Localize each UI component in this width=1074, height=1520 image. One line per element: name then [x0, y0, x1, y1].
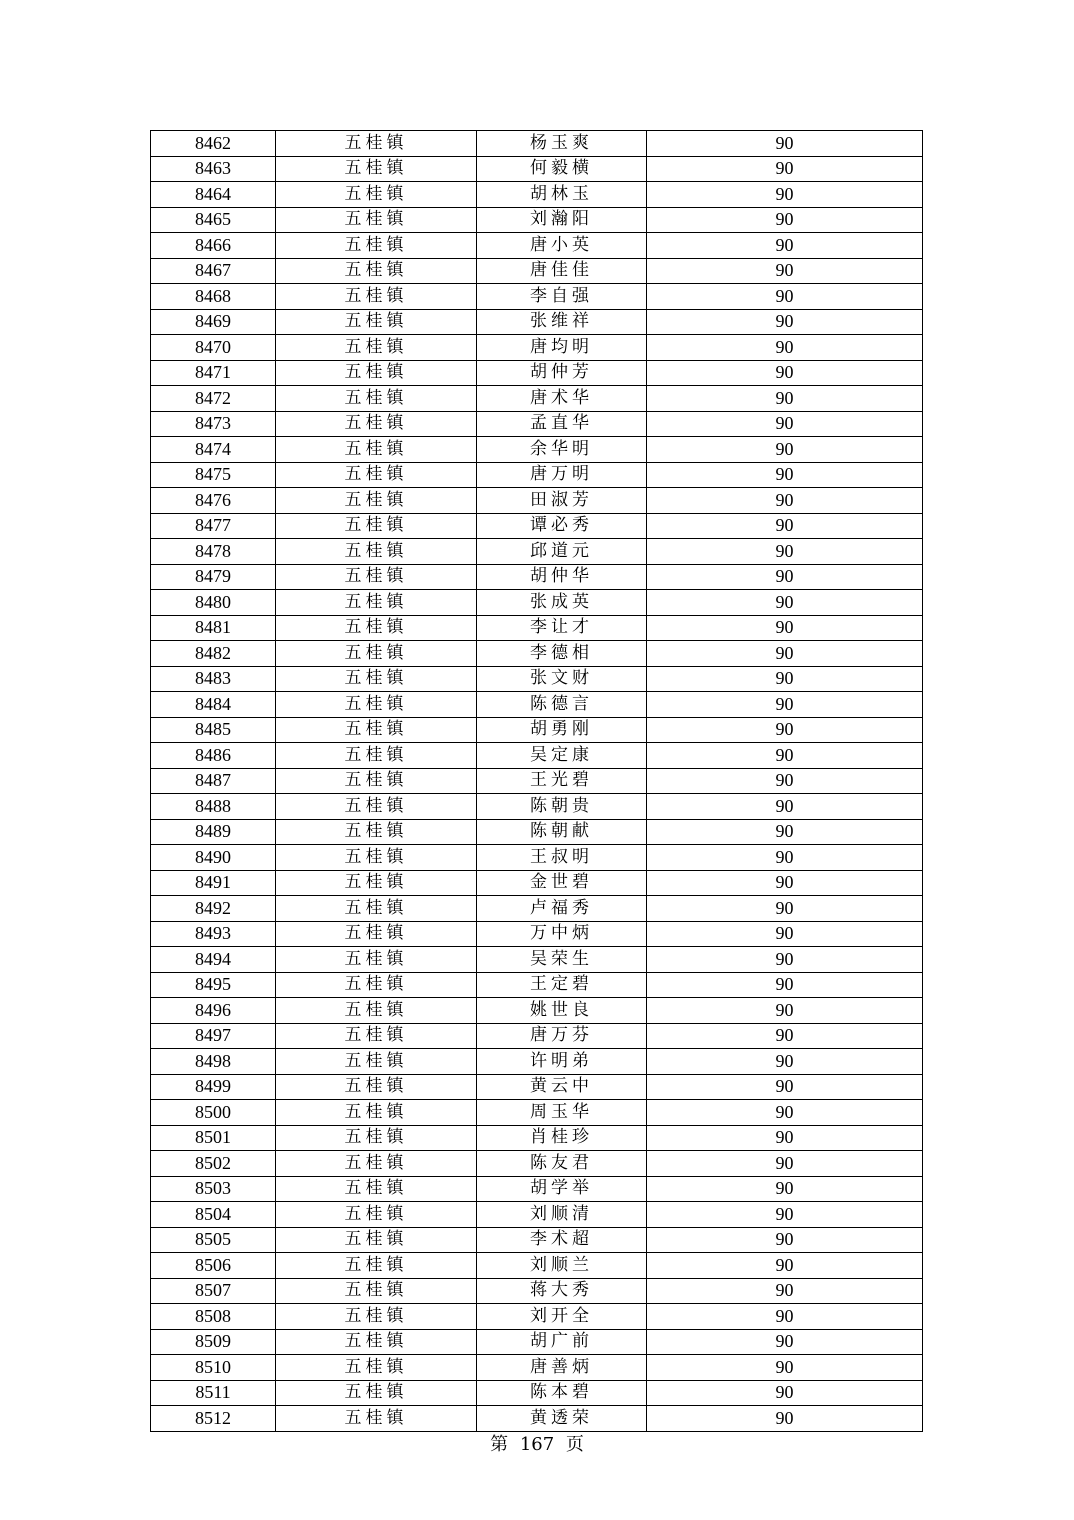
- table-row: [151, 1049, 923, 1075]
- cell-town: 五桂镇: [276, 437, 477, 463]
- cell-town: 五桂镇: [276, 819, 477, 845]
- cell-score: 90: [647, 131, 923, 157]
- cell-town: 五桂镇: [276, 360, 477, 386]
- cell-number: 8464: [151, 182, 276, 208]
- cell-number: 8487: [151, 768, 276, 794]
- cell-person-name: 张成英: [477, 590, 647, 616]
- cell-score: 90: [647, 845, 923, 871]
- table-row: [151, 819, 923, 845]
- cell-person-name: 唐术华: [477, 386, 647, 412]
- cell-person-name: 何毅横: [477, 156, 647, 182]
- cell-number: 8469: [151, 309, 276, 335]
- cell-number: 8491: [151, 870, 276, 896]
- cell-number: 8463: [151, 156, 276, 182]
- cell-score: 90: [647, 207, 923, 233]
- cell-person-name: 胡学举: [477, 1176, 647, 1202]
- cell-town: 五桂镇: [276, 641, 477, 667]
- cell-number: 8472: [151, 386, 276, 412]
- page-footer: [0, 1430, 1074, 1456]
- table-row: [151, 1406, 923, 1432]
- cell-town: 五桂镇: [276, 1304, 477, 1330]
- cell-person-name: 胡仲华: [477, 564, 647, 590]
- table-row: [151, 998, 923, 1024]
- cell-town: 五桂镇: [276, 258, 477, 284]
- cell-town: 五桂镇: [276, 309, 477, 335]
- cell-score: 90: [647, 513, 923, 539]
- cell-number: 8504: [151, 1202, 276, 1228]
- cell-score: 90: [647, 1125, 923, 1151]
- cell-number: 8475: [151, 462, 276, 488]
- cell-person-name: 唐佳佳: [477, 258, 647, 284]
- cell-town: 五桂镇: [276, 462, 477, 488]
- cell-person-name: 黄云中: [477, 1074, 647, 1100]
- table-row: [151, 233, 923, 259]
- cell-person-name: 肖桂珍: [477, 1125, 647, 1151]
- cell-score: 90: [647, 1023, 923, 1049]
- cell-person-name: 许明弟: [477, 1049, 647, 1075]
- cell-person-name: 余华明: [477, 437, 647, 463]
- cell-score: 90: [647, 870, 923, 896]
- cell-town: 五桂镇: [276, 131, 477, 157]
- cell-score: 90: [647, 641, 923, 667]
- cell-person-name: 周玉华: [477, 1100, 647, 1126]
- cell-number: 8470: [151, 335, 276, 361]
- cell-score: 90: [647, 768, 923, 794]
- cell-score: 90: [647, 819, 923, 845]
- cell-number: 8500: [151, 1100, 276, 1126]
- cell-number: 8482: [151, 641, 276, 667]
- cell-number: 8508: [151, 1304, 276, 1330]
- table-row: [151, 1151, 923, 1177]
- cell-score: 90: [647, 1253, 923, 1279]
- cell-score: 90: [647, 309, 923, 335]
- cell-number: 8468: [151, 284, 276, 310]
- cell-number: 8492: [151, 896, 276, 922]
- cell-town: 五桂镇: [276, 692, 477, 718]
- cell-town: 五桂镇: [276, 1329, 477, 1355]
- cell-score: 90: [647, 998, 923, 1024]
- cell-score: 90: [647, 717, 923, 743]
- cell-town: 五桂镇: [276, 207, 477, 233]
- table-row: [151, 182, 923, 208]
- table-row: [151, 641, 923, 667]
- cell-town: 五桂镇: [276, 1406, 477, 1432]
- table-row: [151, 666, 923, 692]
- cell-person-name: 刘顺清: [477, 1202, 647, 1228]
- footer-prefix: 第: [490, 1434, 509, 1455]
- cell-town: 五桂镇: [276, 768, 477, 794]
- table-row: [151, 1074, 923, 1100]
- table-row: [151, 360, 923, 386]
- cell-number: 8488: [151, 794, 276, 820]
- table-row: [151, 845, 923, 871]
- footer-suffix: 页: [565, 1434, 584, 1455]
- cell-score: 90: [647, 794, 923, 820]
- table-row: [151, 462, 923, 488]
- cell-person-name: 陈朝贵: [477, 794, 647, 820]
- cell-person-name: 唐万明: [477, 462, 647, 488]
- table-row: [151, 794, 923, 820]
- table-row: [151, 896, 923, 922]
- cell-score: 90: [647, 182, 923, 208]
- cell-person-name: 谭必秀: [477, 513, 647, 539]
- table-row: [151, 1100, 923, 1126]
- roster-table: [150, 130, 923, 1432]
- table-row: [151, 207, 923, 233]
- cell-person-name: 李术超: [477, 1227, 647, 1253]
- cell-person-name: 唐万芬: [477, 1023, 647, 1049]
- cell-number: 8474: [151, 437, 276, 463]
- cell-number: 8502: [151, 1151, 276, 1177]
- cell-town: 五桂镇: [276, 1227, 477, 1253]
- table-row: [151, 513, 923, 539]
- cell-town: 五桂镇: [276, 156, 477, 182]
- cell-person-name: 陈朝献: [477, 819, 647, 845]
- cell-number: 8466: [151, 233, 276, 259]
- cell-person-name: 胡林玉: [477, 182, 647, 208]
- cell-score: 90: [647, 1202, 923, 1228]
- cell-score: 90: [647, 921, 923, 947]
- cell-number: 8465: [151, 207, 276, 233]
- cell-person-name: 胡广前: [477, 1329, 647, 1355]
- table-row: [151, 335, 923, 361]
- cell-number: 8478: [151, 539, 276, 565]
- cell-number: 8485: [151, 717, 276, 743]
- cell-score: 90: [647, 156, 923, 182]
- cell-town: 五桂镇: [276, 666, 477, 692]
- cell-number: 8505: [151, 1227, 276, 1253]
- table-row: [151, 284, 923, 310]
- cell-person-name: 王定碧: [477, 972, 647, 998]
- cell-score: 90: [647, 947, 923, 973]
- cell-number: 8496: [151, 998, 276, 1024]
- cell-person-name: 杨玉爽: [477, 131, 647, 157]
- cell-score: 90: [647, 488, 923, 514]
- cell-person-name: 胡勇刚: [477, 717, 647, 743]
- cell-town: 五桂镇: [276, 1125, 477, 1151]
- cell-town: 五桂镇: [276, 1176, 477, 1202]
- page-number: 167: [519, 1434, 555, 1455]
- cell-number: 8481: [151, 615, 276, 641]
- cell-score: 90: [647, 462, 923, 488]
- cell-score: 90: [647, 615, 923, 641]
- cell-number: 8509: [151, 1329, 276, 1355]
- cell-score: 90: [647, 539, 923, 565]
- cell-number: 8501: [151, 1125, 276, 1151]
- cell-number: 8490: [151, 845, 276, 871]
- cell-number: 8510: [151, 1355, 276, 1381]
- cell-town: 五桂镇: [276, 1151, 477, 1177]
- cell-town: 五桂镇: [276, 539, 477, 565]
- cell-town: 五桂镇: [276, 998, 477, 1024]
- cell-person-name: 王叔明: [477, 845, 647, 871]
- cell-person-name: 田淑芳: [477, 488, 647, 514]
- cell-town: 五桂镇: [276, 972, 477, 998]
- table-row: [151, 1125, 923, 1151]
- table-row: [151, 1355, 923, 1381]
- cell-number: 8484: [151, 692, 276, 718]
- cell-town: 五桂镇: [276, 615, 477, 641]
- cell-number: 8476: [151, 488, 276, 514]
- cell-number: 8480: [151, 590, 276, 616]
- cell-number: 8499: [151, 1074, 276, 1100]
- cell-number: 8483: [151, 666, 276, 692]
- table-row: [151, 947, 923, 973]
- table-row: [151, 717, 923, 743]
- table-row: [151, 692, 923, 718]
- cell-number: 8486: [151, 743, 276, 769]
- cell-person-name: 张文财: [477, 666, 647, 692]
- cell-number: 8495: [151, 972, 276, 998]
- cell-person-name: 李德相: [477, 641, 647, 667]
- cell-score: 90: [647, 1100, 923, 1126]
- cell-person-name: 金世碧: [477, 870, 647, 896]
- cell-person-name: 张维祥: [477, 309, 647, 335]
- cell-score: 90: [647, 1278, 923, 1304]
- cell-person-name: 蒋大秀: [477, 1278, 647, 1304]
- cell-score: 90: [647, 1227, 923, 1253]
- table-row: [151, 386, 923, 412]
- cell-number: 8506: [151, 1253, 276, 1279]
- cell-score: 90: [647, 1304, 923, 1330]
- cell-person-name: 李自强: [477, 284, 647, 310]
- cell-town: 五桂镇: [276, 513, 477, 539]
- cell-person-name: 吴荣生: [477, 947, 647, 973]
- cell-person-name: 唐小英: [477, 233, 647, 259]
- cell-person-name: 邱道元: [477, 539, 647, 565]
- cell-town: 五桂镇: [276, 1253, 477, 1279]
- cell-number: 8512: [151, 1406, 276, 1432]
- cell-score: 90: [647, 1151, 923, 1177]
- table-row: [151, 1253, 923, 1279]
- cell-person-name: 李让才: [477, 615, 647, 641]
- cell-town: 五桂镇: [276, 845, 477, 871]
- cell-number: 8497: [151, 1023, 276, 1049]
- cell-town: 五桂镇: [276, 896, 477, 922]
- cell-score: 90: [647, 1355, 923, 1381]
- cell-person-name: 陈本碧: [477, 1380, 647, 1406]
- cell-town: 五桂镇: [276, 488, 477, 514]
- cell-score: 90: [647, 590, 923, 616]
- cell-number: 8473: [151, 411, 276, 437]
- cell-score: 90: [647, 411, 923, 437]
- cell-score: 90: [647, 437, 923, 463]
- cell-town: 五桂镇: [276, 1049, 477, 1075]
- cell-score: 90: [647, 1176, 923, 1202]
- table-row: [151, 1202, 923, 1228]
- cell-number: 8498: [151, 1049, 276, 1075]
- table-row: [151, 1023, 923, 1049]
- cell-town: 五桂镇: [276, 870, 477, 896]
- table-row: [151, 131, 923, 157]
- table-row: [151, 972, 923, 998]
- cell-town: 五桂镇: [276, 1355, 477, 1381]
- cell-score: 90: [647, 1406, 923, 1432]
- cell-town: 五桂镇: [276, 386, 477, 412]
- cell-town: 五桂镇: [276, 564, 477, 590]
- cell-town: 五桂镇: [276, 1023, 477, 1049]
- cell-number: 8479: [151, 564, 276, 590]
- cell-score: 90: [647, 335, 923, 361]
- table-row: [151, 1380, 923, 1406]
- cell-number: 8507: [151, 1278, 276, 1304]
- cell-town: 五桂镇: [276, 233, 477, 259]
- cell-person-name: 刘瀚阳: [477, 207, 647, 233]
- cell-town: 五桂镇: [276, 794, 477, 820]
- cell-person-name: 陈德言: [477, 692, 647, 718]
- cell-person-name: 王光碧: [477, 768, 647, 794]
- cell-person-name: 卢福秀: [477, 896, 647, 922]
- cell-score: 90: [647, 1380, 923, 1406]
- table-row: [151, 768, 923, 794]
- cell-score: 90: [647, 284, 923, 310]
- cell-score: 90: [647, 972, 923, 998]
- table-row: [151, 743, 923, 769]
- cell-person-name: 黄透荣: [477, 1406, 647, 1432]
- cell-person-name: 唐善炳: [477, 1355, 647, 1381]
- table-row: [151, 615, 923, 641]
- cell-number: 8471: [151, 360, 276, 386]
- cell-score: 90: [647, 233, 923, 259]
- cell-score: 90: [647, 743, 923, 769]
- cell-town: 五桂镇: [276, 1202, 477, 1228]
- cell-town: 五桂镇: [276, 1380, 477, 1406]
- cell-score: 90: [647, 564, 923, 590]
- table-row: [151, 1329, 923, 1355]
- cell-town: 五桂镇: [276, 1100, 477, 1126]
- cell-number: 8503: [151, 1176, 276, 1202]
- cell-person-name: 万中炳: [477, 921, 647, 947]
- cell-town: 五桂镇: [276, 1278, 477, 1304]
- cell-number: 8462: [151, 131, 276, 157]
- table-row: [151, 1304, 923, 1330]
- cell-person-name: 姚世良: [477, 998, 647, 1024]
- table-row: [151, 564, 923, 590]
- roster-table-body: [151, 131, 923, 1432]
- cell-number: 8477: [151, 513, 276, 539]
- table-row: [151, 156, 923, 182]
- cell-person-name: 刘顺兰: [477, 1253, 647, 1279]
- cell-person-name: 孟直华: [477, 411, 647, 437]
- cell-score: 90: [647, 666, 923, 692]
- cell-score: 90: [647, 1074, 923, 1100]
- cell-town: 五桂镇: [276, 284, 477, 310]
- cell-person-name: 吴定康: [477, 743, 647, 769]
- table-row: [151, 870, 923, 896]
- cell-number: 8494: [151, 947, 276, 973]
- table-row: [151, 1278, 923, 1304]
- cell-score: 90: [647, 692, 923, 718]
- cell-town: 五桂镇: [276, 590, 477, 616]
- cell-town: 五桂镇: [276, 717, 477, 743]
- cell-person-name: 刘开全: [477, 1304, 647, 1330]
- cell-score: 90: [647, 386, 923, 412]
- cell-town: 五桂镇: [276, 921, 477, 947]
- cell-town: 五桂镇: [276, 335, 477, 361]
- cell-number: 8511: [151, 1380, 276, 1406]
- cell-person-name: 胡仲芳: [477, 360, 647, 386]
- table-row: [151, 539, 923, 565]
- cell-score: 90: [647, 1329, 923, 1355]
- cell-score: 90: [647, 360, 923, 386]
- cell-town: 五桂镇: [276, 947, 477, 973]
- cell-score: 90: [647, 258, 923, 284]
- table-row: [151, 488, 923, 514]
- cell-person-name: 陈友君: [477, 1151, 647, 1177]
- cell-town: 五桂镇: [276, 411, 477, 437]
- table-row: [151, 309, 923, 335]
- cell-number: 8493: [151, 921, 276, 947]
- cell-number: 8489: [151, 819, 276, 845]
- cell-town: 五桂镇: [276, 1074, 477, 1100]
- table-row: [151, 590, 923, 616]
- cell-town: 五桂镇: [276, 182, 477, 208]
- cell-score: 90: [647, 1049, 923, 1075]
- cell-score: 90: [647, 896, 923, 922]
- table-row: [151, 921, 923, 947]
- table-row: [151, 1176, 923, 1202]
- cell-person-name: 唐均明: [477, 335, 647, 361]
- cell-town: 五桂镇: [276, 743, 477, 769]
- table-row: [151, 437, 923, 463]
- table-row: [151, 1227, 923, 1253]
- table-row: [151, 411, 923, 437]
- table-row: [151, 258, 923, 284]
- cell-number: 8467: [151, 258, 276, 284]
